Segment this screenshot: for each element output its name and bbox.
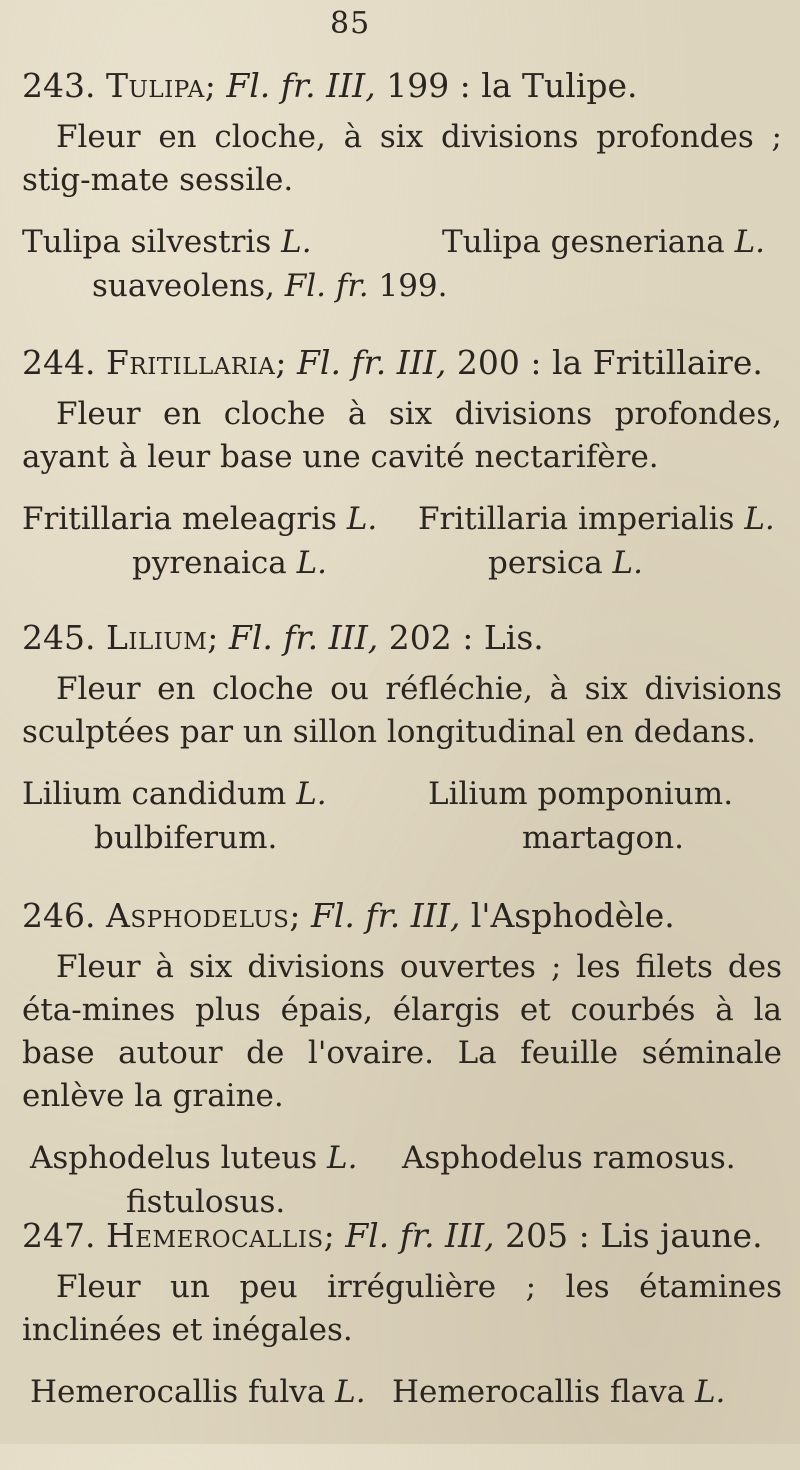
entry-244: [22, 343, 782, 597]
species-item: Fritillaria imperialis L.: [418, 501, 775, 537]
flora-reference: Fl. fr. III,: [297, 343, 447, 382]
species-item: Lilium pomponium.: [428, 776, 734, 812]
flora-reference: Fl. fr. III,: [310, 896, 461, 935]
entry-heading: 246. Asphodelus; Fl. fr. III, l'Asphodèle.: [22, 896, 675, 935]
entry-description: Fleur en cloche, à six divisions profondes ; stig-mate sessile.: [22, 119, 782, 198]
entry-246: [22, 896, 782, 1236]
species-item: Lilium candidum L.: [22, 776, 327, 812]
entry-247: [22, 1216, 782, 1470]
common-name: 205 : Lis jaune.: [505, 1216, 763, 1255]
entry-description: Fleur en cloche ou réfléchie, à six divisions sculptées par un sillon longitudinal en dedans.: [22, 671, 782, 750]
entry-description: Fleur en cloche à six divisions profondes, ayant à leur base une cavité nectarifère.: [22, 396, 782, 475]
species-list: [22, 776, 782, 872]
genus-name: Asphodelus: [105, 896, 290, 935]
species-item: bulbiferum.: [94, 820, 278, 856]
genus-name: Tulipa: [105, 66, 205, 105]
flora-reference: Fl. fr. III,: [228, 618, 379, 657]
entry-heading: 247. Hemerocallis; Fl. fr. III, 205 : Lis jaune.: [22, 1216, 763, 1255]
species-item: Fritillaria meleagris L.: [22, 501, 378, 537]
entry-number: 247.: [22, 1216, 96, 1255]
entry-description: Fleur un peu irrégulière ; les étamines inclinées et inégales.: [22, 1269, 782, 1348]
common-name: l'Asphodèle.: [470, 896, 675, 935]
flora-reference: Fl. fr. III,: [345, 1216, 495, 1255]
species-item: Asphodelus luteus L.: [30, 1140, 358, 1176]
species-list: [22, 1374, 782, 1470]
species-list: [22, 224, 782, 320]
species-item: fistulosus.: [126, 1184, 286, 1220]
entry-number: 244.: [22, 343, 96, 382]
common-name: 202 : Lis.: [388, 618, 544, 657]
genus-name: Hemerocallis: [105, 1216, 324, 1255]
genus-name: Lilium: [105, 618, 208, 657]
species-item: Hemerocallis flava L.: [392, 1374, 726, 1410]
entry-heading: 243. Tulipa; Fl. fr. III, 199 : la Tulipe.: [22, 66, 638, 105]
species-item: Hemerocallis fulva L.: [30, 1374, 366, 1410]
species-item: Tulipa silvestris L.: [22, 224, 312, 260]
flora-reference: Fl. fr. III,: [226, 66, 376, 105]
entry-description: Fleur à six divisions ouvertes ; les filets des éta-mines plus épais, élargis et courbés à la base autour de l'ovaire. La feuille séminale enlève la graine.: [22, 949, 782, 1114]
species-item: Tulipa gesneriana L.: [442, 224, 766, 260]
species-item: martagon.: [522, 820, 684, 856]
entry-heading: 245. Lilium; Fl. fr. III, 202 : Lis.: [22, 618, 544, 657]
page-number: 85: [330, 6, 371, 41]
entry-245: [22, 618, 782, 872]
species-item: persica L.: [488, 545, 643, 581]
entry-number: 246.: [22, 896, 96, 935]
species-item: Asphodelus ramosus.: [402, 1140, 736, 1176]
common-name: 200 : la Fritillaire.: [456, 343, 763, 382]
species-item: pyrenaica L.: [132, 545, 328, 581]
genus-name: Fritillaria: [105, 343, 276, 382]
entry-number: 245.: [22, 618, 96, 657]
species-list: [22, 501, 782, 597]
entry-heading: 244. Fritillaria; Fl. fr. III, 200 : la Fritillaire.: [22, 343, 763, 382]
entry-243: [22, 66, 782, 320]
entry-number: 243.: [22, 66, 96, 105]
species-item: suaveolens, Fl. fr. 199.: [92, 268, 448, 304]
common-name: 199 : la Tulipe.: [386, 66, 638, 105]
